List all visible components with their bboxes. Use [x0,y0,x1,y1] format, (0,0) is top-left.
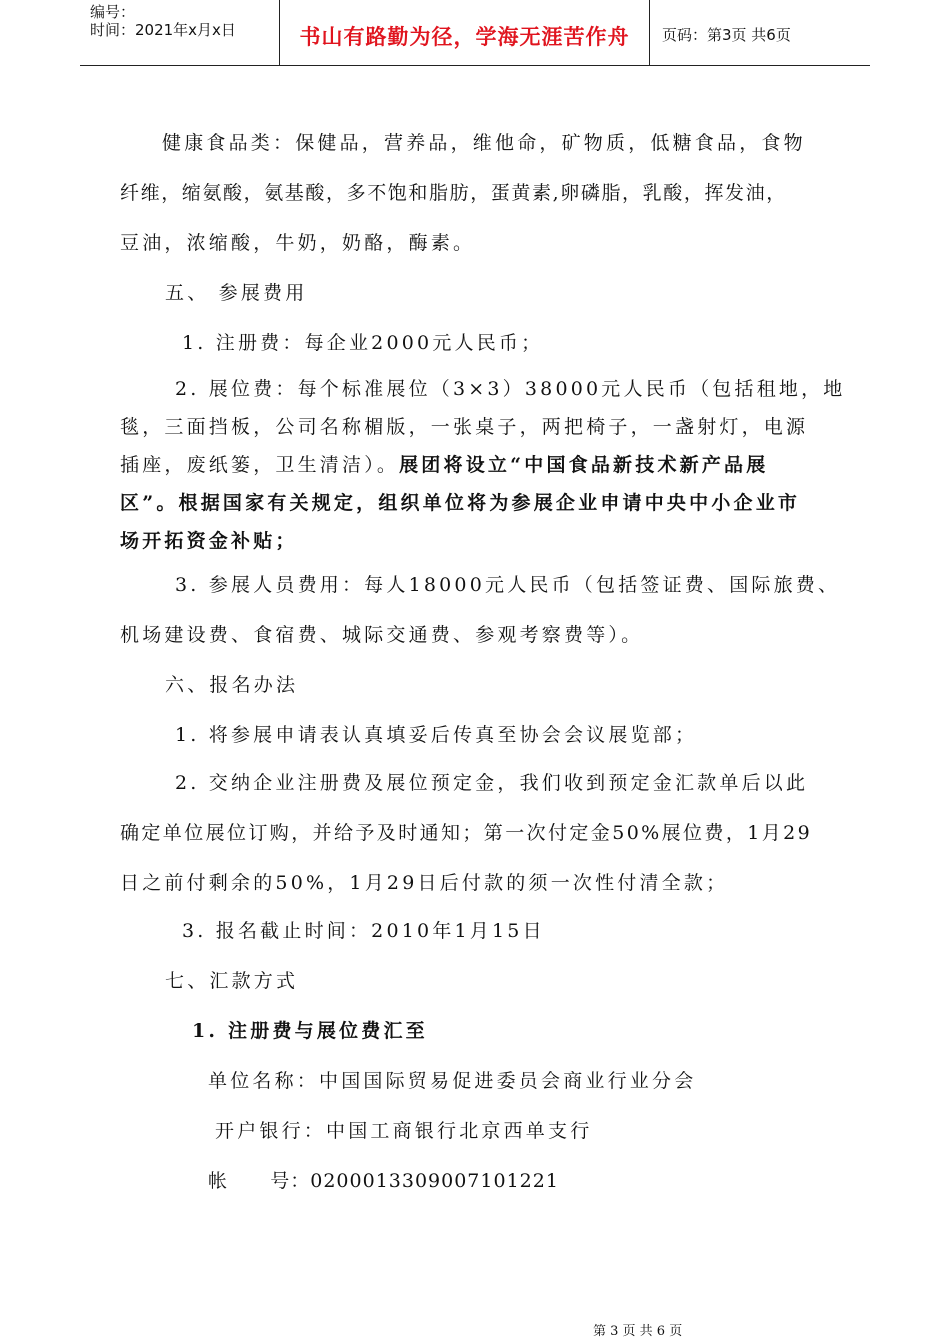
body-line: 纤维，缩氨酸，氨基酸，多不饱和脂肪，蛋黄素,卵磷脂，乳酸，挥发油， [120,182,787,204]
body-line-bold: 场开拓资金补贴； [120,530,298,552]
section-heading: 六、报名办法 [165,674,299,696]
body-line: 1. 注册费：每企业2000元人民币； [182,332,544,354]
page-footer: 第 3 页 共 6 页 [593,1324,683,1339]
section-heading: 七、汇款方式 [165,970,299,992]
header-page-cell [650,0,870,66]
account-number: 0200013309007101221 [310,1170,559,1192]
header-page-info: 页码：第3页 共6页 [662,26,791,44]
body-line-bold: 区”。根据国家有关规定，组织单位将为参展企业申请中央中小企业市 [120,492,801,514]
body-text: 插座，废纸篓，卫生清洁）。 [120,454,400,476]
body-line: 日之前付剩余的50%，1月29日后付款的须一次性付清全款； [120,872,729,894]
header-motto: 书山有路勤为径，学海无涯苦作舟 [299,25,630,49]
body-line: 2. 交纳企业注册费及展位预定金，我们收到预定金汇款单后以此 [175,772,809,794]
account-line [208,1166,559,1193]
page-header [80,0,870,66]
body-line: 2. 展位费：每个标准展位（3×3）38000元人民币（包括租地，地 [175,378,846,400]
body-text-bold: 展团将设立“中国食品新技术新产品展 [399,454,769,476]
account-label: 帐 号： [208,1170,311,1192]
body-line: 3. 参展人员费用：每人18000元人民币（包括签证费、国际旅费、 [175,574,841,596]
body-line: 开户银行：中国工商银行北京西单支行 [215,1120,593,1142]
body-line: 3. 报名截止时间：2010年1月15日 [182,920,545,942]
header-meta [80,0,280,66]
body-line: 单位名称：中国国际贸易促进委员会商业行业分会 [208,1070,697,1092]
body-line: 确定单位展位订购，并给予及时通知；第一次付定金50%展位费，1月29 [120,822,813,844]
document-number: 编号： [90,3,136,21]
header-motto-cell [280,0,650,66]
subsection-heading: 1. 注册费与展位费汇至 [192,1020,428,1042]
body-line: 豆油，浓缩酸，牛奶，奶酪，酶素。 [120,232,476,254]
document-time: 时间：2021年x月x日 [90,21,236,39]
body-line: 1. 将参展申请表认真填妥后传真至协会会议展览部； [175,724,698,746]
body-line: 健康食品类：保健品，营养品，维他命，矿物质，低糖食品，食物 [162,132,806,154]
body-line: 机场建设费、食宿费、城际交通费、参观考察费等）。 [120,624,644,646]
body-line-mixed [120,450,768,477]
body-line: 毯，三面挡板，公司名称楣版，一张桌子，两把椅子，一盏射灯，电源 [120,416,809,438]
section-heading: 五、 参展费用 [165,282,308,304]
